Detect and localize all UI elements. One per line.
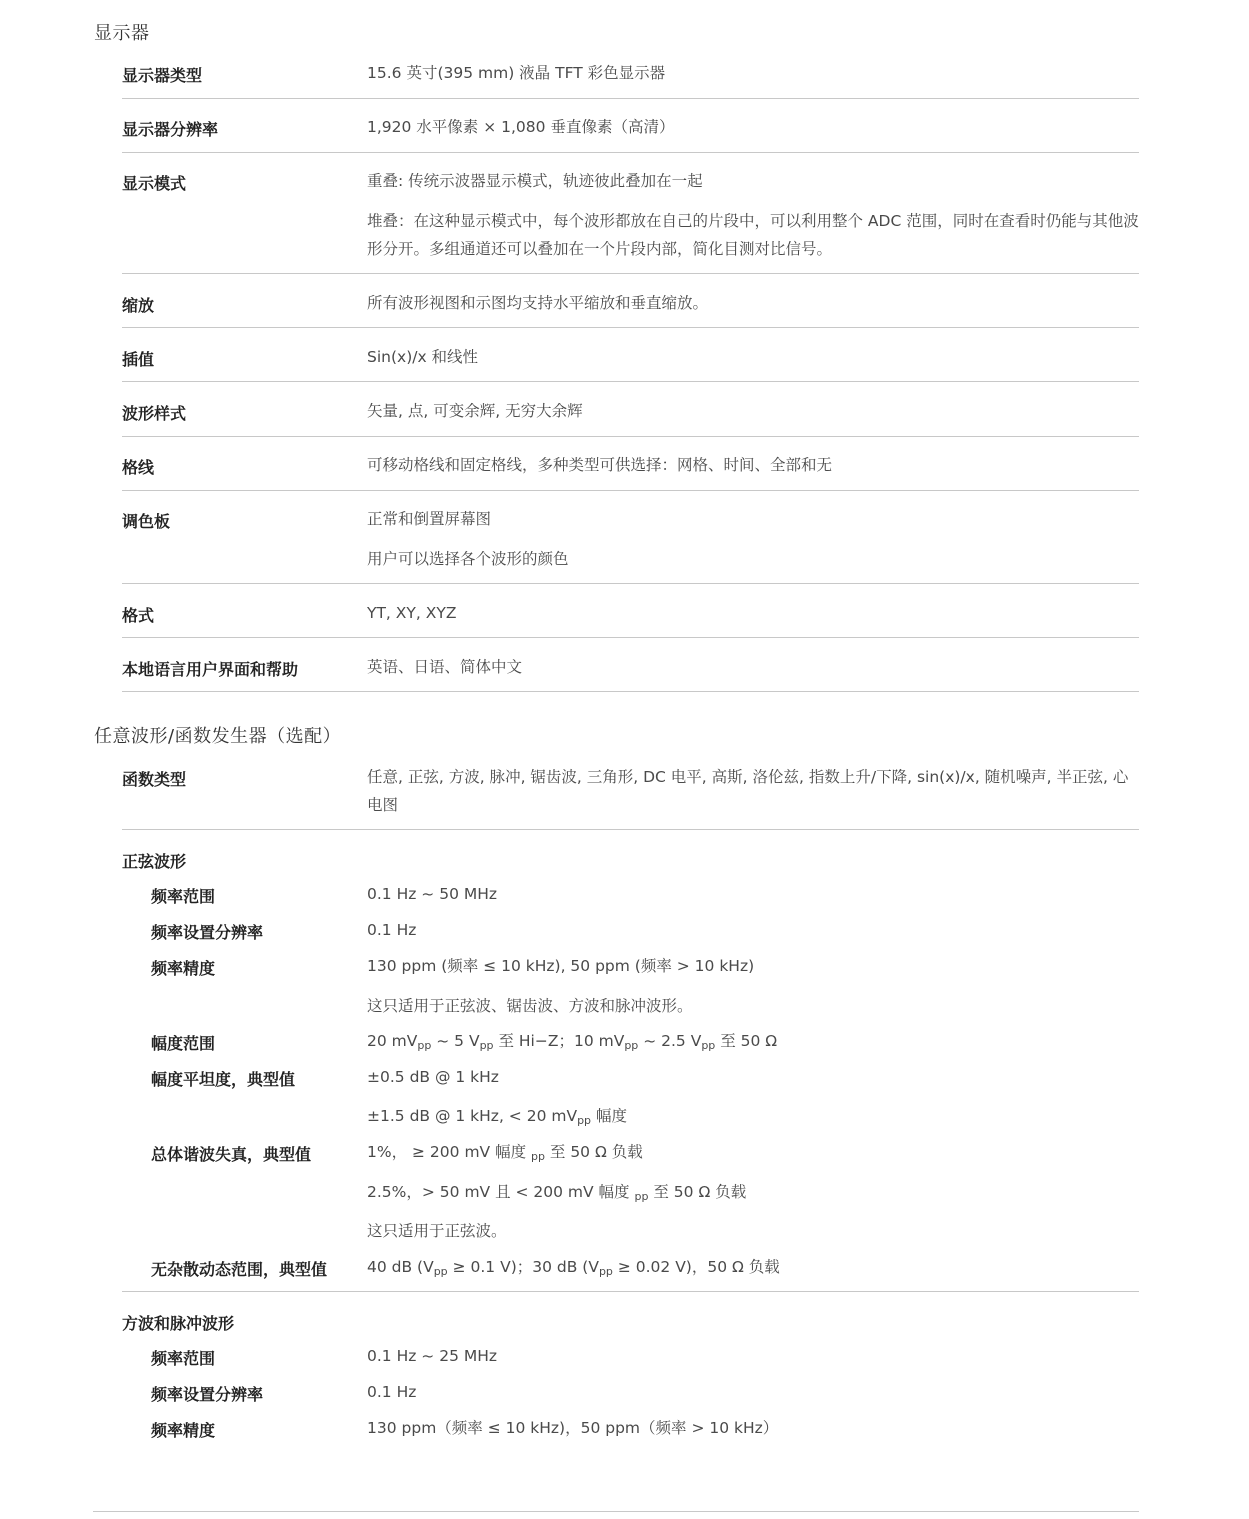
row-label-zoom: 缩放 [122, 296, 155, 315]
row-divider [122, 1291, 1139, 1292]
row-value-zoom: 所有波形视图和示图均支持水平缩放和垂直缩放。 [367, 294, 709, 312]
row-label-display-type: 显示器类型 [122, 66, 203, 85]
section-title-display: 显示器 [94, 23, 150, 44]
row-value-local-language: 英语、日语、简体中文 [367, 658, 523, 676]
row-label-display-mode: 显示模式 [122, 174, 187, 193]
row-value-palette-2: 用户可以选择各个波形的颜色 [367, 550, 569, 568]
row-label-palette: 调色板 [122, 512, 171, 531]
row-label-graticule: 格线 [122, 458, 155, 477]
square-freq-acc-label: 频率精度 [151, 1421, 216, 1440]
row-label-function-types: 函数类型 [122, 770, 187, 789]
sine-flatness-value-1: ±0.5 dB @ 1 kHz [367, 1068, 499, 1086]
row-label-interpolation: 插值 [122, 350, 155, 369]
sine-sfdr-label: 无杂散动态范围，典型值 [151, 1260, 328, 1279]
sine-freq-acc-value: 130 ppm (频率 ≤ 10 kHz), 50 ppm (频率 > 10 kHz) [367, 957, 755, 975]
sine-freq-acc-label: 频率精度 [151, 959, 216, 978]
sine-thd-value-2: 2.5%，> 50 mV 且 < 200 mV 幅度 $_{pp}$ 至 50 Ω 负载 [367, 1183, 747, 1203]
sine-amp-range-value: 20 $mV_{pp}$ ~ 5 $V_{pp}$ 至 Hi−Z；10 $mV_{pp}$ ~ 2.5 $V_{pp}$ 至 50 Ω [367, 1032, 778, 1052]
row-value-display-type: 15.6 英寸(395 mm) 液晶 TFT 彩色显示器 [367, 64, 666, 82]
row-label-local-language: 本地语言用户界面和帮助 [122, 660, 299, 679]
row-value-graticule: 可移动格线和固定格线，多种类型可供选择：网格、时间、全部和无 [367, 456, 833, 474]
row-value-palette-1: 正常和倒置屏幕图 [367, 510, 492, 528]
row-value-function-types: 任意, 正弦, 方波, 脉冲, 锯齿波, 三角形, DC 电平, 高斯, 洛伦兹, 指数上升/下降, sin(x)/x, 随机噪声, 半正弦, 心电图 [367, 768, 1129, 814]
sine-thd-label: 总体谐波失真，典型值 [151, 1145, 312, 1164]
row-divider [122, 829, 1139, 830]
row-value-format: YT, XY, XYZ [367, 604, 457, 622]
sine-flatness-label: 幅度平坦度，典型值 [151, 1070, 296, 1089]
row-value-display-mode-overlay: 重叠: 传统示波器显示模式，轨迹彼此叠加在一起 [367, 172, 703, 190]
sine-freq-res-label: 频率设置分辨率 [151, 923, 264, 942]
row-divider [122, 691, 1139, 692]
group-label-sine: 正弦波形 [122, 852, 187, 871]
row-label-display-resolution: 显示器分辨率 [122, 120, 219, 139]
row-divider [122, 490, 1139, 491]
row-divider [122, 583, 1139, 584]
row-value-waveform-style: 矢量, 点, 可变余辉, 无穷大余辉 [367, 402, 583, 420]
row-value-display-resolution: 1,920 水平像素 × 1,080 垂直像素（高清） [367, 118, 675, 136]
row-label-format: 格式 [122, 606, 155, 625]
sine-sfdr-value: 40 dB ($V_{pp} \ge 0.1$ V)；30 dB ($V_{pp} \ge 0.02$ V)，50 Ω 负载 [367, 1258, 780, 1278]
row-value-display-mode-stack: 堆叠：在这种显示模式中，每个波形都放在自己的片段中，可以利用整个 ADC 范围，同时在查看时仍能与其他波形分开。多组通道还可以叠加在一个片段内部，简化目测对比信号。 [367, 212, 1139, 258]
square-freq-res-label: 频率设置分辨率 [151, 1385, 264, 1404]
row-divider [122, 98, 1139, 99]
sine-amp-range-label: 幅度范围 [151, 1034, 216, 1053]
sine-freq-res-value: 0.1 Hz [367, 921, 417, 939]
square-freq-acc-value: 130 ppm（频率 ≤ 10 kHz)，50 ppm（频率 > 10 kHz） [367, 1419, 779, 1437]
row-value-interpolation: Sin(x)/x 和线性 [367, 348, 479, 366]
sine-thd-note: 这只适用于正弦波。 [367, 1222, 507, 1240]
sine-thd-value-1: 1%， ≥ 200 mV 幅度 $_{pp}$ 至 50 Ω 负载 [367, 1143, 643, 1163]
row-divider [122, 436, 1139, 437]
page-footer-divider [93, 1511, 1139, 1512]
row-divider [122, 327, 1139, 328]
square-freq-range-value: 0.1 Hz ~ 25 MHz [367, 1347, 498, 1365]
sine-freq-range-value: 0.1 Hz ~ 50 MHz [367, 885, 498, 903]
row-divider [122, 273, 1139, 274]
group-label-square-pulse: 方波和脉冲波形 [122, 1314, 235, 1333]
square-freq-res-value: 0.1 Hz [367, 1383, 417, 1401]
sine-freq-acc-note: 这只适用于正弦波、锯齿波、方波和脉冲波形。 [367, 997, 693, 1015]
row-divider [122, 381, 1139, 382]
sine-flatness-value-2: ±1.5 dB @ 1 kHz, < 20 $mV_{pp}$ 幅度 [367, 1107, 627, 1127]
square-freq-range-label: 频率范围 [151, 1349, 216, 1368]
sine-freq-range-label: 频率范围 [151, 887, 216, 906]
row-divider [122, 152, 1139, 153]
row-divider [122, 637, 1139, 638]
row-label-waveform-style: 波形样式 [122, 404, 187, 423]
section-title-afg: 任意波形/函数发生器（选配） [94, 726, 342, 747]
